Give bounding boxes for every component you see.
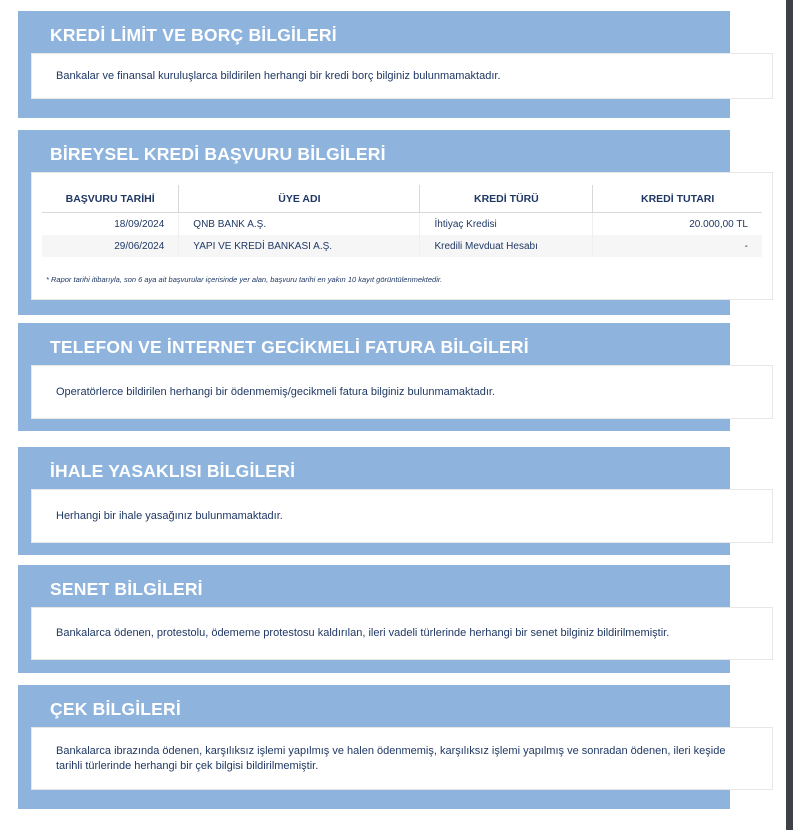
- section-credit-applications: [18, 130, 748, 315]
- cell-member-name: QNB BANK A.Ş.: [179, 213, 420, 236]
- section-title-tender-ban: İHALE YASAKLISI BİLGİLERİ: [50, 461, 296, 481]
- column-header-credit-type: KREDİ TÜRÜ: [420, 185, 593, 213]
- cell-member-name: YAPI VE KREDİ BANKASI A.Ş.: [179, 235, 420, 257]
- table-row: [42, 213, 762, 236]
- cell-application-date: 18/09/2024: [114, 218, 165, 230]
- message-tender-ban: Herhangi bir ihale yasağınız bulunmamaktadır.: [56, 509, 283, 522]
- message-telecom-overdue-bills: Operatörlerce bildirilen herhangi bir ödenmemiş/gecikmeli fatura bilginiz bulunmamaktadır.: [56, 385, 495, 398]
- section-title-credit-limit-debt: KREDİ LİMİT VE BORÇ BİLGİLERİ: [50, 25, 337, 45]
- panel-credit-limit-debt: [31, 53, 773, 99]
- section-title-credit-applications: BİREYSEL KREDİ BAŞVURU BİLGİLERİ: [50, 144, 386, 164]
- panel-telecom-overdue-bills: [31, 365, 773, 419]
- report-sections: [18, 0, 748, 809]
- cell-credit-type: Kredili Mevduat Hesabı: [420, 235, 593, 257]
- message-promissory-notes: Bankalarca ödenen, protestolu, ödememe protestosu kaldırılan, ileri vadeli türlerinde herhangi bir senet bilginiz bildirilmemiştir.: [56, 627, 670, 639]
- cell-application-date: 29/06/2024: [42, 235, 179, 257]
- message-cheques: Bankalarca ibrazında ödenen, karşılıksız işlemi yapılmış ve halen ödenmemiş, karşılıksız işlemi yapılmış ve sonradan ödenen, ileri keşide tarihli türlerinde herhangi bir çek bilgisi bildirilmemiştir.: [56, 744, 726, 772]
- panel-credit-applications: [31, 172, 773, 300]
- cell-credit-amount: 20.000,00 TL: [593, 213, 762, 236]
- cell-credit-amount: -: [593, 235, 762, 257]
- panel-promissory-notes: [31, 607, 773, 660]
- column-header-credit-amount: KREDİ TUTARI: [593, 185, 762, 213]
- message-credit-limit-debt: Bankalar ve finansal kuruluşlarca bildirilen herhangi bir kredi borç bilginiz bulunmamaktadır.: [56, 69, 501, 82]
- credit-applications-table: [42, 185, 762, 257]
- vertical-scrollbar[interactable]: [786, 0, 793, 830]
- cell-credit-type: İhtiyaç Kredisi: [420, 213, 593, 236]
- section-title-telecom-overdue-bills: TELEFON VE İNTERNET GECİKMELİ FATURA BİLGİLERİ: [50, 337, 529, 357]
- section-cheques: [18, 685, 730, 809]
- section-telecom-overdue-bills: [18, 323, 730, 431]
- section-title-cheques: ÇEK BİLGİLERİ: [50, 699, 181, 719]
- column-header-application-date: BAŞVURU TARİHİ: [42, 185, 179, 213]
- section-title-promissory-notes: SENET BİLGİLERİ: [50, 579, 203, 599]
- panel-cheques: [31, 727, 773, 790]
- section-credit-limit-debt: [18, 11, 730, 118]
- panel-tender-ban: [31, 489, 773, 543]
- table-row: [42, 235, 762, 257]
- section-tender-ban: [18, 447, 730, 555]
- column-header-member-name: ÜYE ADI: [179, 185, 420, 213]
- section-promissory-notes: [18, 565, 730, 673]
- table-footnote: * Rapor tarihi itibarıyla, son 6 aya ait başvurular içerisinde yer alan, başvuru tarihi en yakın 10 kayıt görüntülenmektedir.: [46, 275, 443, 284]
- table-header-row: [42, 185, 762, 213]
